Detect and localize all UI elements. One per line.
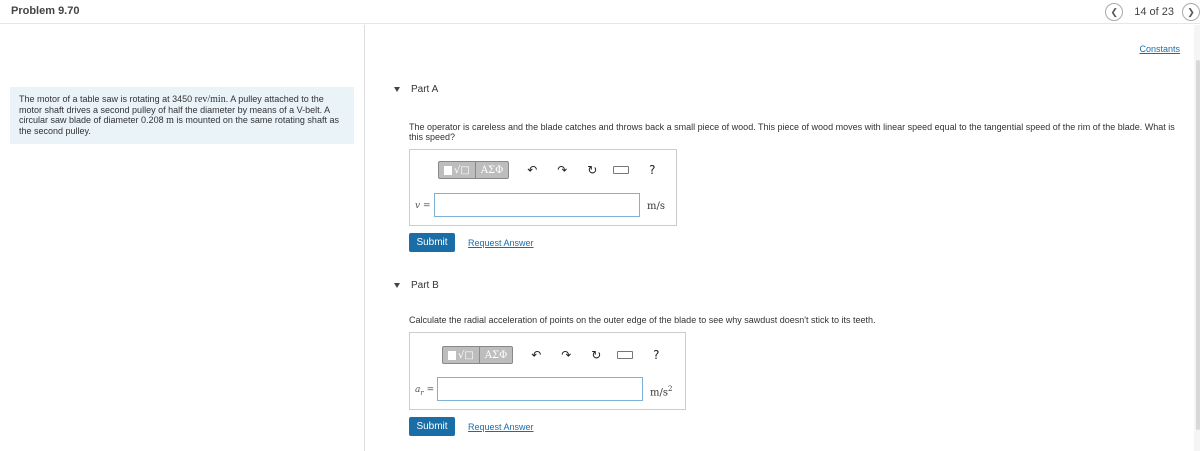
problem-text: . A pulley attached to the motor shaft drives a second pulley of half the diameter by means of a V-belt. A circular saw blade of diameter 0.208 (19, 94, 330, 125)
part-b-request-answer-link[interactable]: Request Answer (468, 422, 534, 432)
problem-text: The motor of a table saw is rotating at 3450 (19, 94, 195, 104)
templates-button[interactable]: √□ (443, 347, 479, 363)
templates-button[interactable]: √□ (439, 162, 475, 178)
reset-icon[interactable]: ↻ (587, 163, 598, 177)
greek-symbols-button[interactable]: ΑΣΦ (479, 347, 513, 363)
scrollbar-thumb[interactable] (1196, 60, 1200, 430)
column-divider (364, 25, 365, 451)
keyboard-icon[interactable] (617, 351, 633, 359)
caret-down-icon (394, 283, 400, 288)
problem-math: m (166, 115, 174, 126)
redo-icon[interactable]: ↷ (557, 163, 568, 177)
part-b-math-toolbar (442, 346, 663, 364)
redo-icon[interactable]: ↷ (561, 348, 572, 362)
part-b-submit-button[interactable]: Submit (409, 417, 455, 436)
greek-symbols-button[interactable]: ΑΣΦ (475, 162, 509, 178)
part-a-button-group (438, 161, 509, 179)
part-a-submit-button[interactable]: Submit (409, 233, 455, 252)
part-b-label: Part B (411, 280, 439, 291)
header-bar (0, 0, 1200, 24)
part-a-header[interactable] (394, 84, 438, 95)
scrollbar[interactable] (1194, 25, 1200, 451)
part-a-answer-input[interactable] (434, 193, 640, 217)
problem-math: rev/min (194, 94, 226, 105)
help-icon[interactable]: ? (649, 163, 656, 177)
constants-link[interactable]: Constants (1139, 44, 1180, 54)
problem-text: is mounted on the same rotating shaft as the second pulley. (19, 115, 339, 136)
page-count: 14 of 23 (1134, 6, 1174, 18)
part-a-math-toolbar (438, 161, 659, 179)
undo-icon[interactable]: ↶ (527, 163, 538, 177)
part-a-request-answer-link[interactable]: Request Answer (468, 238, 534, 248)
keyboard-icon[interactable] (613, 166, 629, 174)
part-b-header[interactable] (394, 280, 439, 291)
part-a-variable: v = (415, 201, 431, 211)
part-a-unit: m/s (647, 201, 665, 212)
problem-title: Problem 9.70 (11, 5, 80, 17)
part-a-label: Part A (411, 84, 439, 95)
previous-problem-button[interactable] (1105, 3, 1123, 21)
reset-icon[interactable]: ↻ (591, 348, 602, 362)
caret-down-icon (394, 87, 400, 92)
part-a-question: The operator is careless and the blade catches and throws back a small piece of wood. This piece of wood moves with linear speed equal to the tangential speed of the rim of the blade. What is this speed? (409, 122, 1175, 142)
problem-navigation (1105, 2, 1200, 22)
part-b-answer-input[interactable] (437, 377, 643, 401)
part-b-unit: $m/s^2$ (650, 385, 673, 399)
problem-statement (10, 87, 354, 144)
help-icon[interactable]: ? (653, 348, 660, 362)
chevron-right-icon: ❯ (1187, 6, 1195, 17)
part-b-variable: $a_r$ = (415, 385, 435, 397)
part-b-question: Calculate the radial acceleration of points on the outer edge of the blade to see why sawdust doesn't stick to its teeth. (409, 315, 876, 325)
part-b-button-group (442, 346, 513, 364)
chevron-left-icon: ❮ (1110, 6, 1118, 17)
undo-icon[interactable]: ↶ (531, 348, 542, 362)
next-problem-button[interactable] (1182, 3, 1200, 21)
